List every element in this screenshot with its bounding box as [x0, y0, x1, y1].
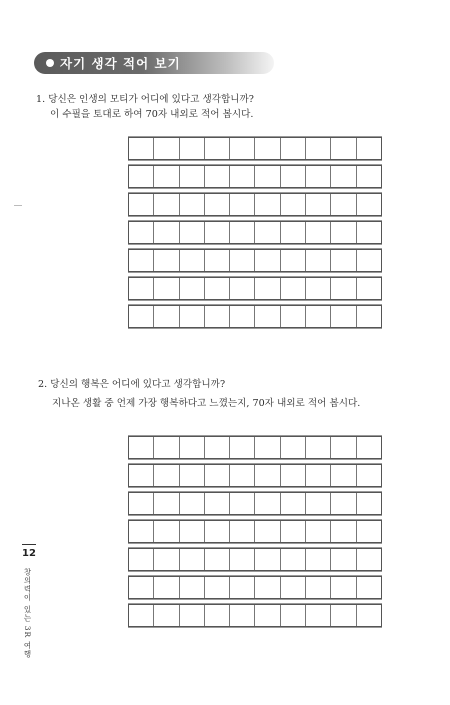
grid-cell[interactable]: [153, 278, 178, 299]
question-2-text: 2. 당신의 행복은 어디에 있다고 생각합니까?: [38, 379, 226, 390]
grid-cell[interactable]: [254, 194, 279, 215]
grid-row: [128, 249, 382, 272]
grid-cell[interactable]: [280, 278, 305, 299]
grid-cell[interactable]: [129, 437, 153, 458]
grid-cell[interactable]: [305, 437, 330, 458]
grid-cell[interactable]: [179, 306, 204, 327]
grid-cell[interactable]: [356, 250, 381, 271]
grid-cell[interactable]: [179, 577, 204, 598]
grid-cell[interactable]: [280, 306, 305, 327]
grid-cell[interactable]: [229, 222, 254, 243]
grid-cell[interactable]: [280, 605, 305, 626]
grid-cell[interactable]: [179, 437, 204, 458]
grid-cell[interactable]: [204, 250, 229, 271]
grid-cell[interactable]: [254, 166, 279, 187]
grid-cell[interactable]: [153, 549, 178, 570]
margin-mark: [14, 205, 22, 206]
grid-row: [128, 436, 382, 459]
grid-cell[interactable]: [179, 138, 204, 159]
grid-cell[interactable]: [179, 465, 204, 486]
grid-cell[interactable]: [204, 549, 229, 570]
grid-cell[interactable]: [330, 194, 355, 215]
grid-cell[interactable]: [153, 138, 178, 159]
grid-cell[interactable]: [280, 521, 305, 542]
grid-cell[interactable]: [129, 166, 153, 187]
grid-cell[interactable]: [254, 605, 279, 626]
grid-cell[interactable]: [229, 577, 254, 598]
grid-cell[interactable]: [330, 465, 355, 486]
section-title: 자기 생각 적어 보기: [60, 56, 181, 71]
question-1-text: 1. 당신은 인생의 모티가 어디에 있다고 생각합니까?: [36, 94, 254, 105]
grid-cell[interactable]: [330, 278, 355, 299]
grid-cell[interactable]: [153, 166, 178, 187]
grid-cell[interactable]: [204, 306, 229, 327]
grid-cell[interactable]: [179, 194, 204, 215]
grid-cell[interactable]: [356, 222, 381, 243]
grid-cell[interactable]: [254, 437, 279, 458]
grid-cell[interactable]: [330, 138, 355, 159]
grid-cell[interactable]: [356, 605, 381, 626]
grid-row: [128, 137, 382, 160]
grid-row: [128, 548, 382, 571]
grid-cell[interactable]: [305, 250, 330, 271]
answer-grid-2[interactable]: [128, 436, 382, 632]
grid-cell[interactable]: [229, 306, 254, 327]
grid-cell[interactable]: [305, 465, 330, 486]
grid-cell[interactable]: [254, 493, 279, 514]
grid-cell[interactable]: [305, 493, 330, 514]
grid-cell[interactable]: [330, 437, 355, 458]
grid-row: [128, 221, 382, 244]
grid-row: [128, 604, 382, 627]
grid-cell[interactable]: [153, 521, 178, 542]
answer-grid-1[interactable]: [128, 137, 382, 333]
grid-cell[interactable]: [229, 521, 254, 542]
grid-cell[interactable]: [330, 605, 355, 626]
grid-cell[interactable]: [356, 278, 381, 299]
grid-cell[interactable]: [280, 250, 305, 271]
page-number: 12: [22, 548, 36, 559]
section-header: [34, 52, 274, 74]
grid-cell[interactable]: [305, 138, 330, 159]
grid-row: [128, 464, 382, 487]
grid-cell[interactable]: [179, 222, 204, 243]
grid-cell[interactable]: [254, 138, 279, 159]
grid-cell[interactable]: [153, 437, 178, 458]
grid-cell[interactable]: [305, 166, 330, 187]
grid-cell[interactable]: [330, 166, 355, 187]
grid-cell[interactable]: [229, 250, 254, 271]
grid-cell[interactable]: [356, 521, 381, 542]
grid-cell[interactable]: [129, 549, 153, 570]
grid-cell[interactable]: [254, 577, 279, 598]
grid-cell[interactable]: [229, 278, 254, 299]
grid-cell[interactable]: [204, 166, 229, 187]
grid-cell[interactable]: [129, 250, 153, 271]
grid-cell[interactable]: [179, 250, 204, 271]
grid-row: [128, 193, 382, 216]
grid-cell[interactable]: [204, 222, 229, 243]
grid-cell[interactable]: [229, 194, 254, 215]
grid-cell[interactable]: [254, 278, 279, 299]
grid-cell[interactable]: [179, 521, 204, 542]
grid-cell[interactable]: [280, 166, 305, 187]
grid-cell[interactable]: [254, 549, 279, 570]
grid-cell[interactable]: [153, 493, 178, 514]
grid-cell[interactable]: [153, 306, 178, 327]
grid-cell[interactable]: [330, 493, 355, 514]
grid-cell[interactable]: [229, 493, 254, 514]
grid-cell[interactable]: [330, 577, 355, 598]
grid-cell[interactable]: [305, 194, 330, 215]
grid-cell[interactable]: [305, 549, 330, 570]
grid-cell[interactable]: [356, 465, 381, 486]
grid-cell[interactable]: [129, 222, 153, 243]
grid-cell[interactable]: [280, 222, 305, 243]
grid-cell[interactable]: [254, 465, 279, 486]
grid-cell[interactable]: [280, 577, 305, 598]
grid-cell[interactable]: [305, 222, 330, 243]
grid-cell[interactable]: [129, 577, 153, 598]
grid-cell[interactable]: [153, 465, 178, 486]
grid-row: [128, 492, 382, 515]
grid-cell[interactable]: [129, 465, 153, 486]
grid-cell[interactable]: [280, 194, 305, 215]
grid-cell[interactable]: [129, 194, 153, 215]
grid-cell[interactable]: [153, 250, 178, 271]
grid-cell[interactable]: [254, 306, 279, 327]
page-number-rule: [22, 544, 36, 545]
bullet-icon: [46, 59, 54, 67]
grid-cell[interactable]: [179, 166, 204, 187]
grid-cell[interactable]: [280, 437, 305, 458]
grid-cell[interactable]: [280, 549, 305, 570]
grid-cell[interactable]: [305, 306, 330, 327]
grid-cell[interactable]: [204, 278, 229, 299]
grid-cell[interactable]: [305, 605, 330, 626]
grid-cell[interactable]: [280, 138, 305, 159]
grid-cell[interactable]: [330, 306, 355, 327]
grid-row: [128, 576, 382, 599]
grid-cell[interactable]: [330, 549, 355, 570]
grid-cell[interactable]: [204, 138, 229, 159]
grid-cell[interactable]: [305, 521, 330, 542]
grid-cell[interactable]: [254, 222, 279, 243]
grid-cell[interactable]: [204, 465, 229, 486]
question-1-instruction: 이 수필을 토대로 하여 70자 내외로 적어 봅시다.: [50, 109, 254, 120]
grid-cell[interactable]: [356, 166, 381, 187]
grid-cell[interactable]: [204, 194, 229, 215]
grid-cell[interactable]: [330, 521, 355, 542]
grid-cell[interactable]: [129, 493, 153, 514]
grid-cell[interactable]: [129, 306, 153, 327]
grid-row: [128, 165, 382, 188]
grid-cell[interactable]: [330, 250, 355, 271]
grid-cell[interactable]: [179, 278, 204, 299]
grid-cell[interactable]: [356, 493, 381, 514]
grid-cell[interactable]: [153, 577, 178, 598]
question-2-instruction: 지나온 생활 중 언제 가장 행복하다고 느꼈는지, 70자 내외로 적어 봅시다.: [52, 398, 361, 409]
grid-cell[interactable]: [330, 222, 355, 243]
grid-cell[interactable]: [356, 194, 381, 215]
grid-cell[interactable]: [254, 250, 279, 271]
grid-cell[interactable]: [153, 605, 178, 626]
grid-row: [128, 305, 382, 328]
grid-row: [128, 277, 382, 300]
grid-cell[interactable]: [229, 437, 254, 458]
grid-cell[interactable]: [179, 549, 204, 570]
grid-cell[interactable]: [129, 605, 153, 626]
grid-cell[interactable]: [356, 437, 381, 458]
grid-cell[interactable]: [229, 166, 254, 187]
grid-cell[interactable]: [129, 138, 153, 159]
grid-cell[interactable]: [356, 138, 381, 159]
grid-row: [128, 520, 382, 543]
grid-cell[interactable]: [356, 306, 381, 327]
grid-cell[interactable]: [229, 138, 254, 159]
grid-cell[interactable]: [229, 605, 254, 626]
grid-cell[interactable]: [305, 278, 330, 299]
grid-cell[interactable]: [356, 549, 381, 570]
grid-cell[interactable]: [229, 549, 254, 570]
grid-cell[interactable]: [280, 465, 305, 486]
grid-cell[interactable]: [280, 493, 305, 514]
grid-cell[interactable]: [129, 521, 153, 542]
grid-cell[interactable]: [204, 577, 229, 598]
grid-cell[interactable]: [129, 278, 153, 299]
grid-cell[interactable]: [204, 437, 229, 458]
grid-cell[interactable]: [179, 605, 204, 626]
grid-cell[interactable]: [305, 577, 330, 598]
grid-cell[interactable]: [204, 521, 229, 542]
grid-cell[interactable]: [204, 605, 229, 626]
grid-cell[interactable]: [204, 493, 229, 514]
grid-cell[interactable]: [153, 194, 178, 215]
grid-cell[interactable]: [254, 521, 279, 542]
grid-cell[interactable]: [179, 493, 204, 514]
grid-cell[interactable]: [356, 577, 381, 598]
grid-cell[interactable]: [153, 222, 178, 243]
grid-cell[interactable]: [229, 465, 254, 486]
running-title: 창의력이 있는 3R 여행: [23, 568, 32, 659]
